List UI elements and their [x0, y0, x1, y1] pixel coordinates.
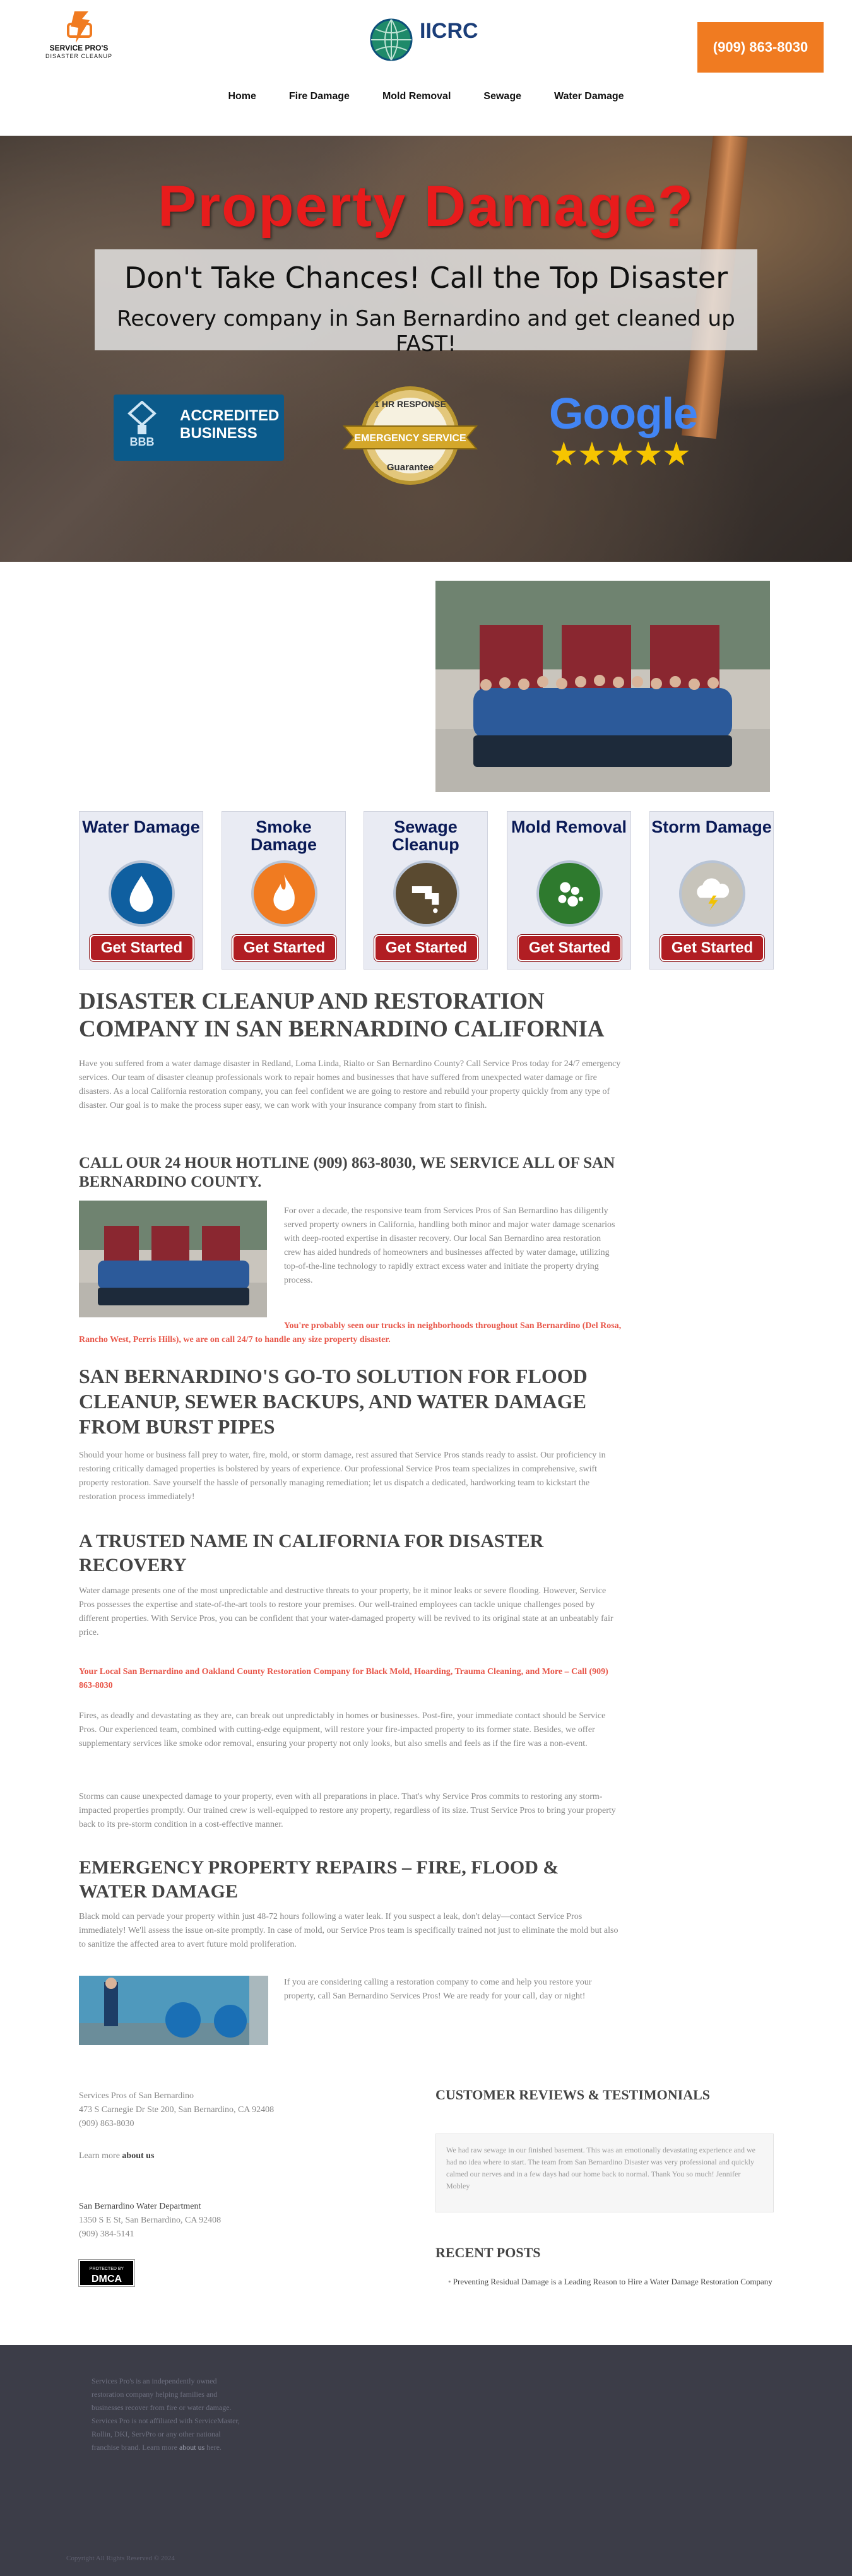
learn-more-prefix: Learn more	[79, 2151, 122, 2161]
water-drop-icon	[109, 860, 175, 927]
pipe-icon	[393, 860, 459, 927]
team-photo-small	[79, 1201, 267, 1317]
badge-bottom-text: Guarantee	[386, 462, 434, 473]
logo-text	[38, 44, 120, 61]
hotline-heading: CALL OUR 24 HOUR HOTLINE (909) 863-8030, WE SERVICE ALL OF SAN BERNARDINO COUNTY.	[79, 1154, 615, 1190]
call-us-paragraph: If you are considering calling a restoration company to come and help you restore your property, call San Bernardino Services Pros! We are ready for your call, day or night!	[284, 1978, 592, 2001]
mold-icon	[536, 860, 603, 927]
footer-text: Services Pro's is an independently owned restoration company helping families and businesses recover from fire or water damage. Services Pro is not affiliated with ServiceMaster, Rollin, DKI, ServPro or any other national franchise brand. Learn more	[92, 2377, 240, 2452]
nav-home[interactable]: Home	[228, 91, 256, 102]
google-text: Google	[549, 389, 698, 438]
fire-paragraph: Fires, as deadly and devastating as they are, can break out unpredictably in homes or businesses. Post-fire, your immediate contact should be Service Pros. Our experienced team, combined with cutting-edge equipment, will restore your fire-impacted property to its former state. Besides, we offer supplementary services like smoke odor removal, ensuring your property not only looks, but also smells and feels as if the fire was a non-event.	[79, 1711, 606, 1748]
google-logo	[549, 388, 697, 439]
service-card-title: Sewage Cleanup	[392, 817, 459, 854]
about-us-link[interactable]: about us	[122, 2151, 155, 2161]
service-card-title: Water Damage	[82, 817, 200, 836]
mold-paragraph: Black mold can pervade your property within just 48-72 hours following a water leak. If you suspect a leak, don't delay—contact Service Pros immediately! We'll assess the issue on-site promptly. In case of mold, our Service Pros team is specifically trained not just to eliminate the mold but also to sanitize the affected area to avert future mold proliferation.	[79, 1912, 618, 1949]
service-card-title: Storm Damage	[651, 817, 772, 836]
water-department-name: San Bernardino Water Department	[79, 2202, 201, 2211]
bbb-accredited-text: ACCREDITED BUSINESS	[180, 407, 280, 442]
review-text: We had raw sewage in our finished basement. This was an emotionally devastating experience and we had no idea where to start. The team from San Bernardino Disaster was very professional and quickly calmed our nerves and in a few days had our home back to normal. Thank You so much! Jennifer Mobley	[446, 2146, 755, 2190]
hero-banner	[0, 136, 852, 562]
nav-fire-damage[interactable]: Fire Damage	[288, 91, 350, 102]
nav-sewage[interactable]: Sewage	[483, 91, 521, 102]
trucks-callout: You're probably seen our trucks in neighborhoods throughout San Bernardino (Del Rosa, Rancho West, Perris Hills), we are on call 24/7 to handle any size property disaster.	[79, 1321, 622, 1344]
business-name: Services Pros of San Bernardino	[79, 2091, 194, 2101]
main-heading: DISASTER CLEANUP AND RESTORATION COMPANY IN SAN BERNARDINO CALIFORNIA	[79, 988, 605, 1042]
recent-posts-heading: RECENT POSTS	[435, 2245, 541, 2260]
water-department-phone[interactable]: (909) 384-5141	[79, 2229, 134, 2239]
decade-paragraph: For over a decade, the responsive team from Services Pros of San Bernardino has diligently served property owners in California, handling both minor and major water damage scenarios with deep-rooted expertise in disaster recovery. Our local San Bernardino area restoration crew has aided hundreds of homeowners and businesses affected by water damage, utilizing top-of-the-line technology to rapidly extract excess water and initiate the property drying process.	[284, 1206, 615, 1285]
flame-icon	[251, 860, 317, 927]
service-card-storm-damage[interactable]	[649, 811, 774, 970]
service-card-sewage-cleanup[interactable]	[364, 811, 488, 970]
storm-cloud-icon	[679, 860, 745, 927]
nav-mold-removal[interactable]: Mold Removal	[382, 91, 451, 102]
business-phone[interactable]: (909) 863-8030	[79, 2119, 134, 2128]
logo-title: SERVICE PRO'S	[49, 44, 109, 52]
footer-about-link[interactable]: about us	[179, 2443, 205, 2452]
business-street: 473 S Carnegie Dr Ste 200, San Bernardino, CA 92408	[79, 2105, 275, 2115]
get-started-button[interactable]: Get Started	[232, 935, 336, 961]
phone-call-button[interactable]: (909) 863-8030	[697, 22, 824, 73]
main-nav	[0, 88, 852, 105]
emergency-repairs-heading: EMERGENCY PROPERTY REPAIRS – FIRE, FLOOD & WATER DAMAGE	[79, 1857, 559, 1902]
intro-paragraph: Have you suffered from a water damage disaster in Redland, Loma Linda, Rialto or San Bernardino County? Call Service Pros today for 24/7 emergency services. Our team of disaster cleanup professionals work to repair homes and businesses that have suffered from unexpected water damage or fire disasters. As a local California restoration company, you can feel confident we are going to restore and rebuild your property quickly from any type of disaster. Our goal is to make the process super easy, we can work with your insurance company from start to finish.	[79, 1059, 621, 1110]
five-star-rating: ★★★★★	[549, 437, 690, 473]
goto-solution-heading: SAN BERNARDINO'S GO-TO SOLUTION FOR FLOOD CLEANUP, SEWER BACKUPS, AND WATER DAMAGE FROM BURST PIPES	[79, 1365, 588, 1438]
recent-post-link[interactable]: Preventing Residual Damage is a Leading Reason to Hire a Water Damage Restoration Company	[453, 2277, 772, 2286]
trusted-name-heading: A TRUSTED NAME IN CALIFORNIA FOR DISASTER RECOVERY	[79, 1531, 544, 1576]
logo-subtitle: DISASTER CLEANUP	[45, 53, 113, 59]
service-card-title: Smoke Damage	[250, 817, 317, 854]
dmca-text: DMCA	[92, 2274, 122, 2284]
iicrc-logo-text: IICRC	[420, 19, 478, 43]
get-started-button[interactable]: Get Started	[374, 935, 478, 961]
hero-line-1: Don't Take Chances! Call the Top Disaster	[124, 261, 728, 295]
bbb-mark-text: BBB	[129, 436, 155, 448]
reviews-heading: CUSTOMER REVIEWS & TESTIMONIALS	[435, 2087, 711, 2103]
copyright: Copyright All Rights Reserved © 2024	[66, 2555, 175, 2562]
storm-paragraph: Storms can cause unexpected damage to your property, even with all preparations in place. That's why Service Pros commits to restoring any storm-impacted properties promptly. Our trained crew is well-equipped to restore any property, regardless of its size. Trust Service Pros to bring your property back to its pre-storm condition in a cost-effective manner.	[79, 1792, 616, 1829]
review-box	[435, 2134, 774, 2212]
service-card-mold-removal[interactable]	[507, 811, 631, 970]
footer-text-end: here.	[204, 2443, 222, 2452]
dmca-badge[interactable]	[79, 2260, 134, 2286]
footer-disclaimer	[92, 2375, 249, 2454]
water-threat-paragraph: Water damage presents one of the most unpredictable and destructive threats to your property, be it minor leaks or severe flooding. However, Service Pros possesses the expertise and state-of-the-art tools to restore your premises. Our well-trained employees can tackle unique challenges posed by different properties. With Service Pros, you can be confident that your water-damaged property will be revived to its original state at an unbeatably fair price.	[79, 1586, 613, 1637]
dmca-top-text: PROTECTED BY	[89, 2267, 124, 2271]
iicrc-globe-icon	[369, 18, 413, 62]
local-company-callout: Your Local San Bernardino and Oakland County Restoration Company for Black Mold, Hoarding, Trauma Cleaning, and More – Call (909) 863-8030	[79, 1667, 608, 1690]
nav-water-damage[interactable]: Water Damage	[554, 91, 624, 102]
water-department-street: 1350 S E St, San Bernardino, CA 92408	[79, 2216, 222, 2225]
get-started-button[interactable]: Get Started	[518, 935, 622, 961]
get-started-button[interactable]: Get Started	[90, 935, 194, 961]
business-address	[79, 2089, 394, 2131]
water-department-address	[79, 2200, 394, 2241]
badge-top-text: 1 HR RESPONSE	[374, 399, 446, 409]
recent-post-bullet: •	[448, 2277, 451, 2286]
service-card-water-damage[interactable]	[79, 811, 203, 970]
badge-mid-text: EMERGENCY SERVICE	[354, 433, 466, 444]
goto-paragraph: Should your home or business fall prey to water, fire, mold, or storm damage, rest assured that Service Pros stands ready to assist. Our proficiency in restoring critically damaged properties is bolstered by years of experience. Our professional Service Pros team specializes in comprehensive, swift property restoration. Save yourself the hassle of personally managing remediation; let us dispatch a dedicated, hardworking team to kickstart the restoration process immediately!	[79, 1451, 606, 1502]
get-started-button[interactable]: Get Started	[660, 935, 764, 961]
cleanup-equipment-photo	[79, 1976, 268, 2045]
learn-more-line	[79, 2149, 394, 2163]
hero-line-2: Recovery company in San Bernardino and get cleaned up FAST!	[117, 306, 735, 357]
team-photo	[435, 581, 770, 792]
hero-headline: Property Damage?	[157, 174, 695, 239]
emergency-service-badge	[341, 382, 480, 489]
service-card-smoke-damage[interactable]	[222, 811, 346, 970]
service-card-title: Mold Removal	[511, 817, 627, 836]
recent-post-item[interactable]	[448, 2276, 776, 2288]
